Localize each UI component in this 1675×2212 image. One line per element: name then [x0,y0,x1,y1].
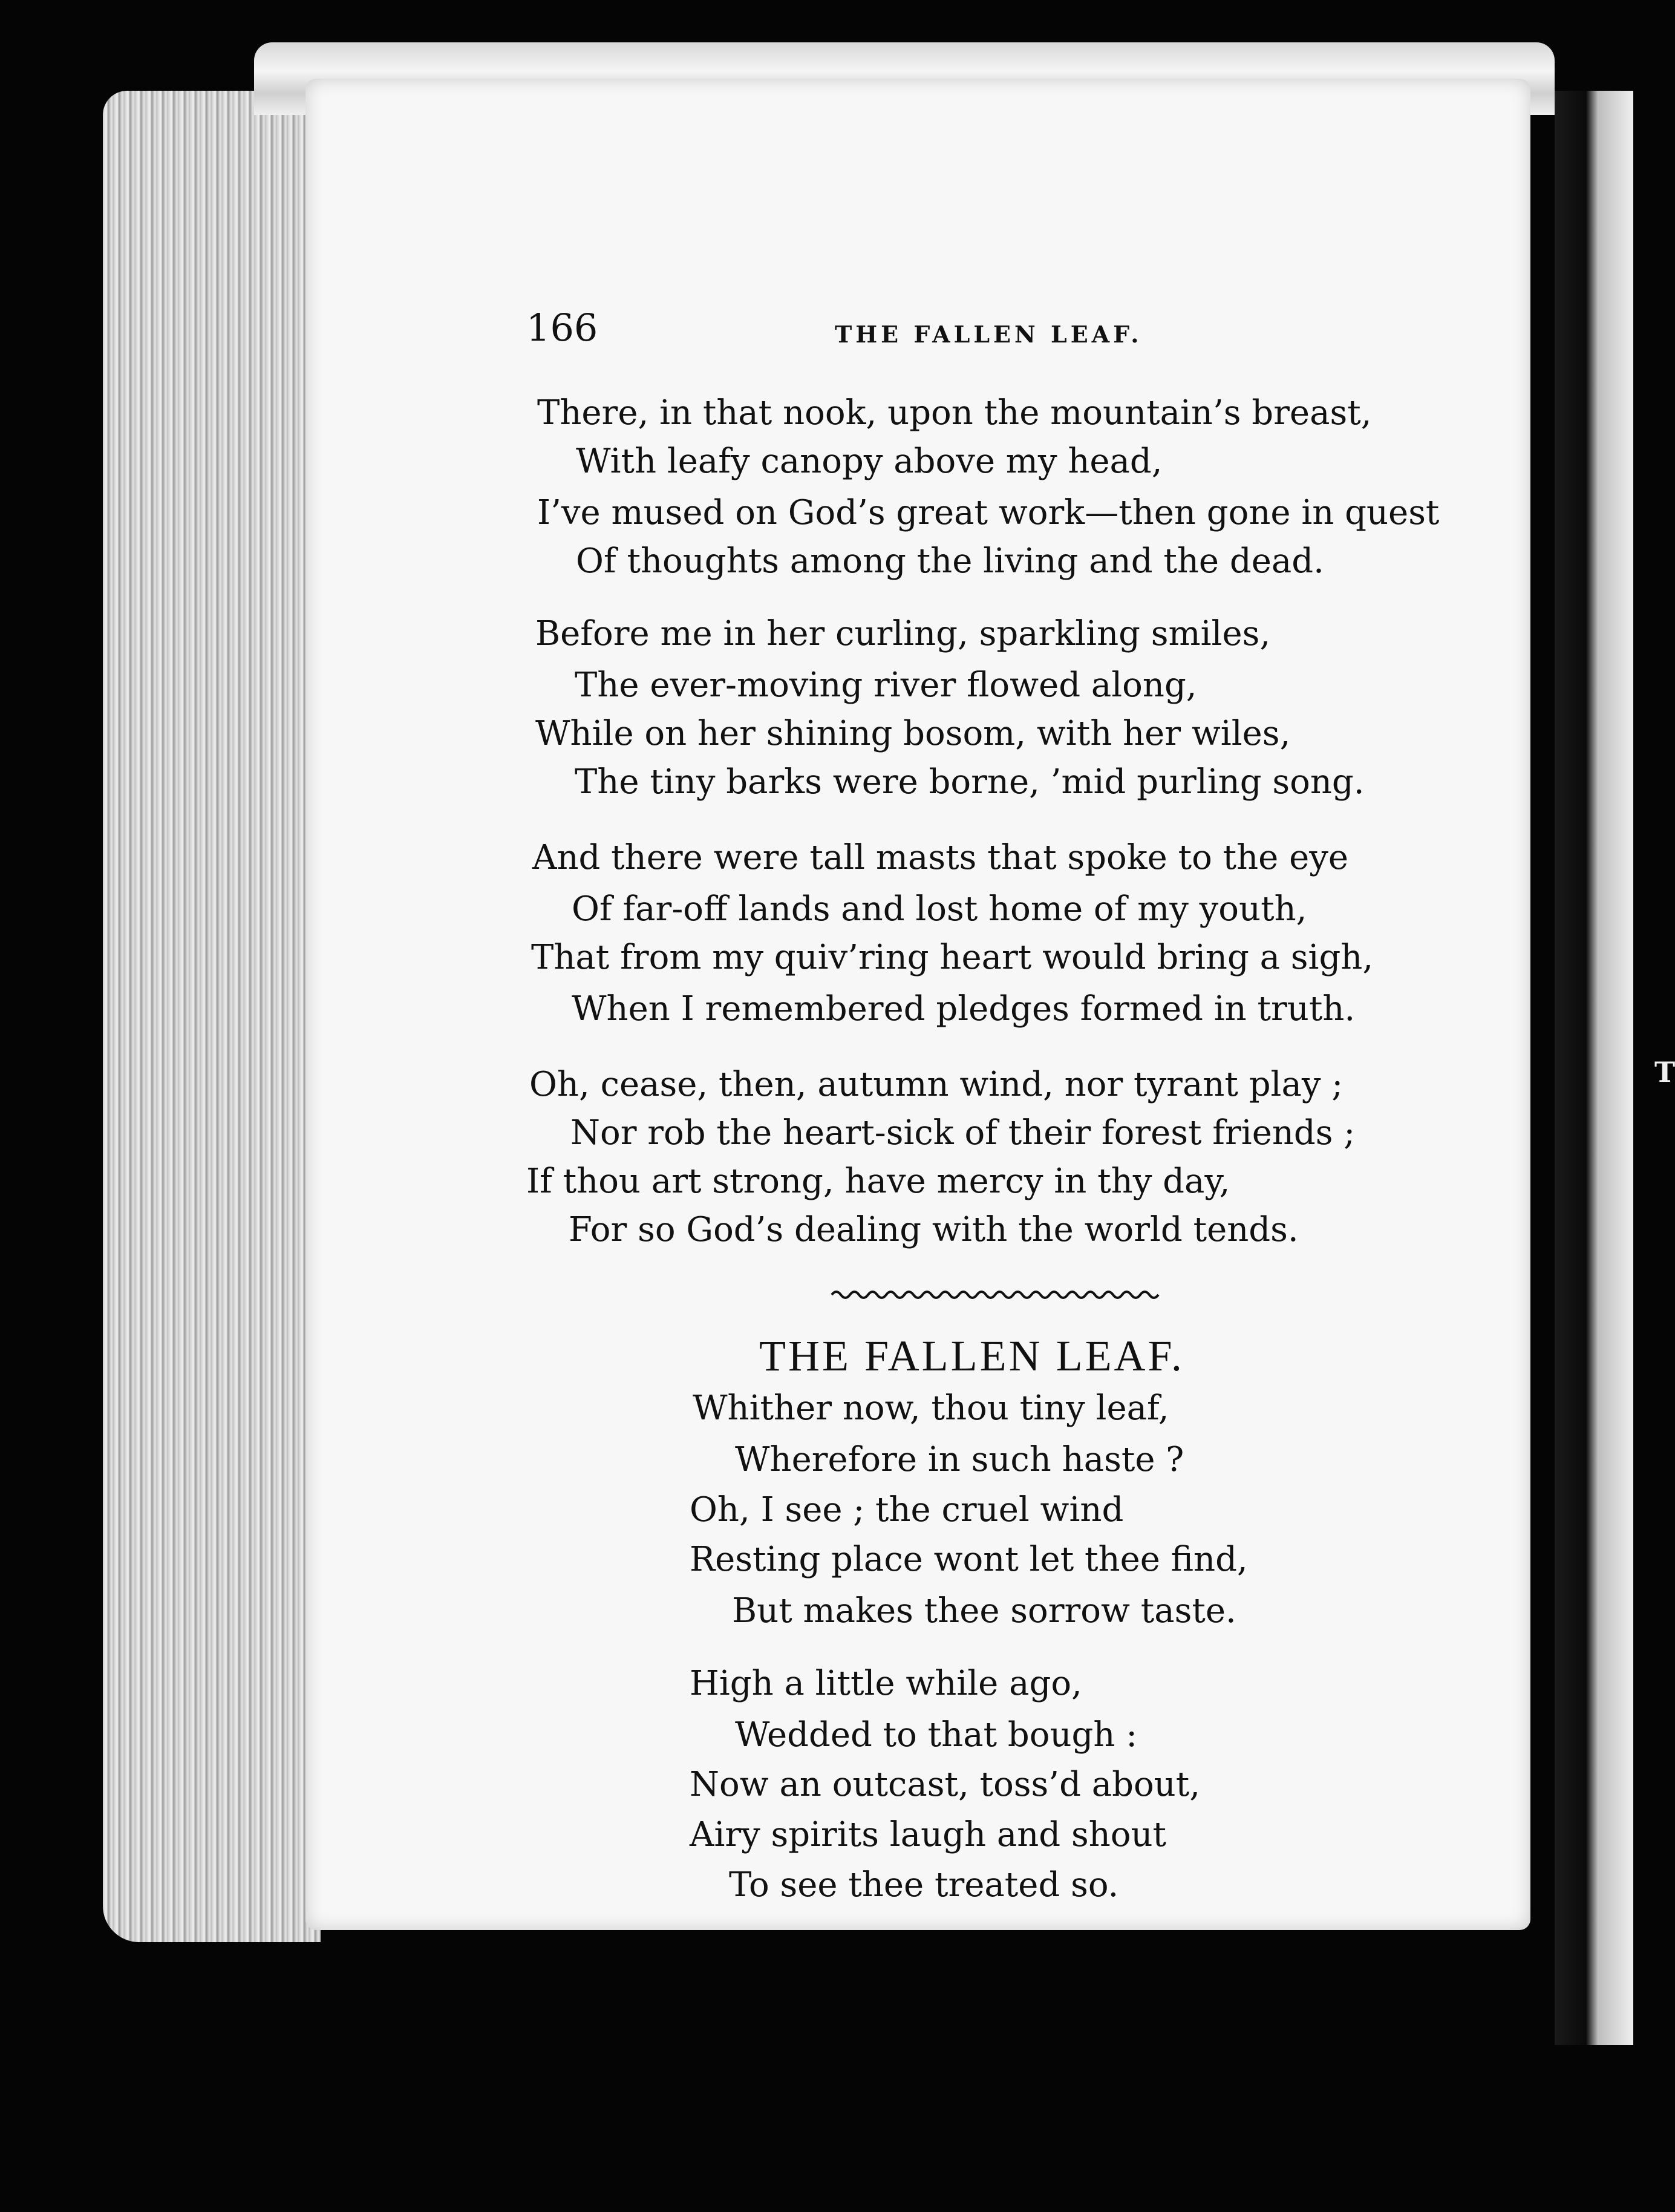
facing-page-edge [1555,91,1633,2045]
poem-line: Airy spirits laugh and shout [690,1815,1167,1854]
poem-line: I’ve mused on God’s great work—then gone in quest [537,493,1440,532]
poem-line: To see thee treated so. [729,1865,1119,1905]
poem-line: That from my quiv’ring heart would bring a sigh, [531,938,1374,977]
poem-line: Wedded to that bough : [735,1715,1138,1755]
poem-line: For so God’s dealing with the world tends. [569,1210,1299,1249]
poem-line: Wherefore in such haste ? [735,1440,1184,1479]
poem-line: Resting place wont let thee find, [690,1540,1248,1579]
poem-line: Of far-off lands and lost home of my youth, [572,889,1307,929]
facing-page-letter: T [1654,1056,1675,1088]
page-number: 166 [526,306,598,350]
poem-line: When I remembered pledges formed in truth. [572,989,1356,1029]
poem-line: The tiny barks were borne, ’mid purling song. [575,762,1365,802]
poem-line: With leafy canopy above my head, [576,442,1163,481]
poem-line: And there were tall masts that spoke to the eye [532,838,1349,877]
ornament-divider [832,1286,1158,1304]
poem-line: The ever-moving river flowed along, [575,666,1197,705]
poem-line: There, in that nook, upon the mountain’s breast, [537,393,1372,433]
poem-line: Before me in her curling, sparkling smiles, [535,614,1271,653]
poem-line: High a little while ago, [690,1664,1082,1703]
poem-line: Whither now, thou tiny leaf, [693,1389,1169,1428]
poem-line: If thou art strong, have mercy in thy day, [526,1162,1230,1201]
poem-line: Of thoughts among the living and the dead. [576,542,1324,581]
poem-line: While on her shining bosom, with her wiles, [535,714,1291,753]
poem-line: Now an outcast, toss’d about, [690,1765,1201,1804]
poem-title: THE FALLEN LEAF. [759,1332,1184,1380]
poem-line: Oh, cease, then, autumn wind, nor tyrant play ; [529,1065,1344,1104]
book-page-edges [103,91,321,1942]
poem-line: But makes thee sorrow taste. [732,1591,1236,1631]
poem-line: Oh, I see ; the cruel wind [690,1490,1124,1530]
running-head: THE FALLEN LEAF. [835,321,1143,348]
poem-line: Nor rob the heart-sick of their forest friends ; [570,1113,1356,1153]
